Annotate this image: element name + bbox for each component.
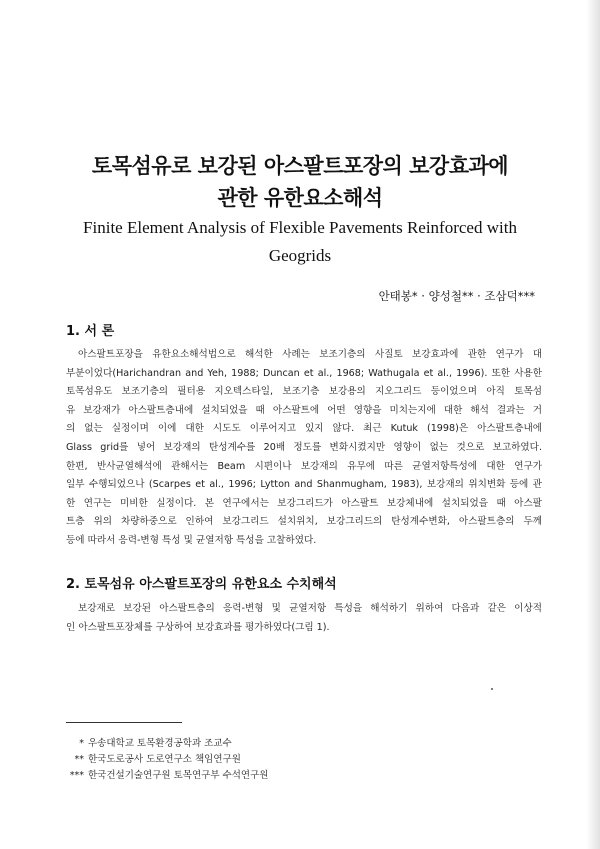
footnote-text: 한국도로공사 도로연구소 책임연구원 [88,754,241,765]
title-english-line1: Finite Element Analysis of Flexible Pavements Reinforced with [83,218,517,237]
title-korean-line1: 토목섬유로 보강된 아스팔트포장의 보강효과에 [91,154,509,178]
footnote-item [64,768,268,784]
section1-line: 의 없는 실정이며 이에 대한 시도도 이루어지고 있지 않다. 최근 Kutuk (1998)은 아스팔트층내에 [66,423,542,435]
footnote-mark: *** [69,770,84,781]
section1-line: 한 연구는 미비한 실정이다. 본 연구에서는 보강그리드가 아스팔트 보강체내에 설치되었을 때 아스팔 [66,497,542,509]
section1-heading: 1. 서 론 [66,324,115,339]
footnote-mark: * [79,738,84,749]
title-korean-line2: 관한 유한요소해석 [217,186,383,210]
section1-line: 유 보강재가 아스팔트층내에 설치되었을 때 아스팔트에 어떤 영향을 미치는지에 대한 해석 결과는 거 [66,404,542,416]
section2-line: 인 아스팔트포장체를 구상하여 보강효과를 평가하였다(그림 1). [66,621,330,633]
section1-body [66,346,542,551]
section1-line: 아스팔트포장을 유한요소해석법으로 해석한 사례는 보조기층의 사질토 보강효과에 관한 연구가 대 [78,349,542,360]
section2-heading: 2. 토목섬유 아스팔트포장의 유한요소 수치해석 [66,577,337,592]
section2-line: 보강재로 보강된 아스팔트층의 응력-변형 및 균열저항 특성을 해석하기 위하여 다음과 같은 이상적 [78,603,542,614]
footnote-text: 한국건설기술연구원 토목연구부 수석연구원 [88,770,269,781]
author-list: 안태봉* · 양성철** · 조삼덕*** [378,289,535,303]
section1-line: 부분이었다(Harichandran and Yeh, 1988; Duncan et al., 1968; Wathugala et al., 1996). 또한 사용한 [66,367,542,379]
section1-line: 트층 위의 차량하중으로 인하여 보강그리드 설치위치, 보강그리드의 탄성계수변화, 아스팔트층의 두께 [66,516,542,528]
scan-edge-shadow [586,0,600,849]
section1-line: 일부 수행되었으나 (Scarpes et al., 1996; Lytton and Shanmugham, 1983), 보강재의 위치변화 등에 관 [66,479,542,491]
title-english-line2: Geogrids [268,246,332,265]
section2-body [66,600,542,637]
footnote-item [64,752,268,768]
scan-speck [491,688,493,690]
section1-line: 등에 따라서 응력-변형 특성 및 균열저항 특성을 고찰하였다. [66,534,317,546]
section1-line: Glass grid를 넣어 보강재의 탄성계수를 20배 정도를 변화시켰지만 영향이 없는 것으로 보고하였다. [66,441,542,453]
title-english [40,214,560,270]
footnotes [64,736,268,784]
footnote-mark: ** [74,754,84,765]
section1-line: 한편, 반사균열해석에 관해서는 Beam 시편이나 보강재의 유무에 따른 균열저항특성에 대한 연구가 [66,460,542,472]
footnote-item [64,736,268,752]
footnote-text: 우송대학교 토목환경공학과 조교수 [88,738,232,749]
footnote-divider [66,722,182,723]
section1-line: 토목섬유도 보조기층의 필터용 지오텍스타일, 보조기층 보강용의 지오그리드 등이었으며 아직 토목섬 [66,386,542,398]
